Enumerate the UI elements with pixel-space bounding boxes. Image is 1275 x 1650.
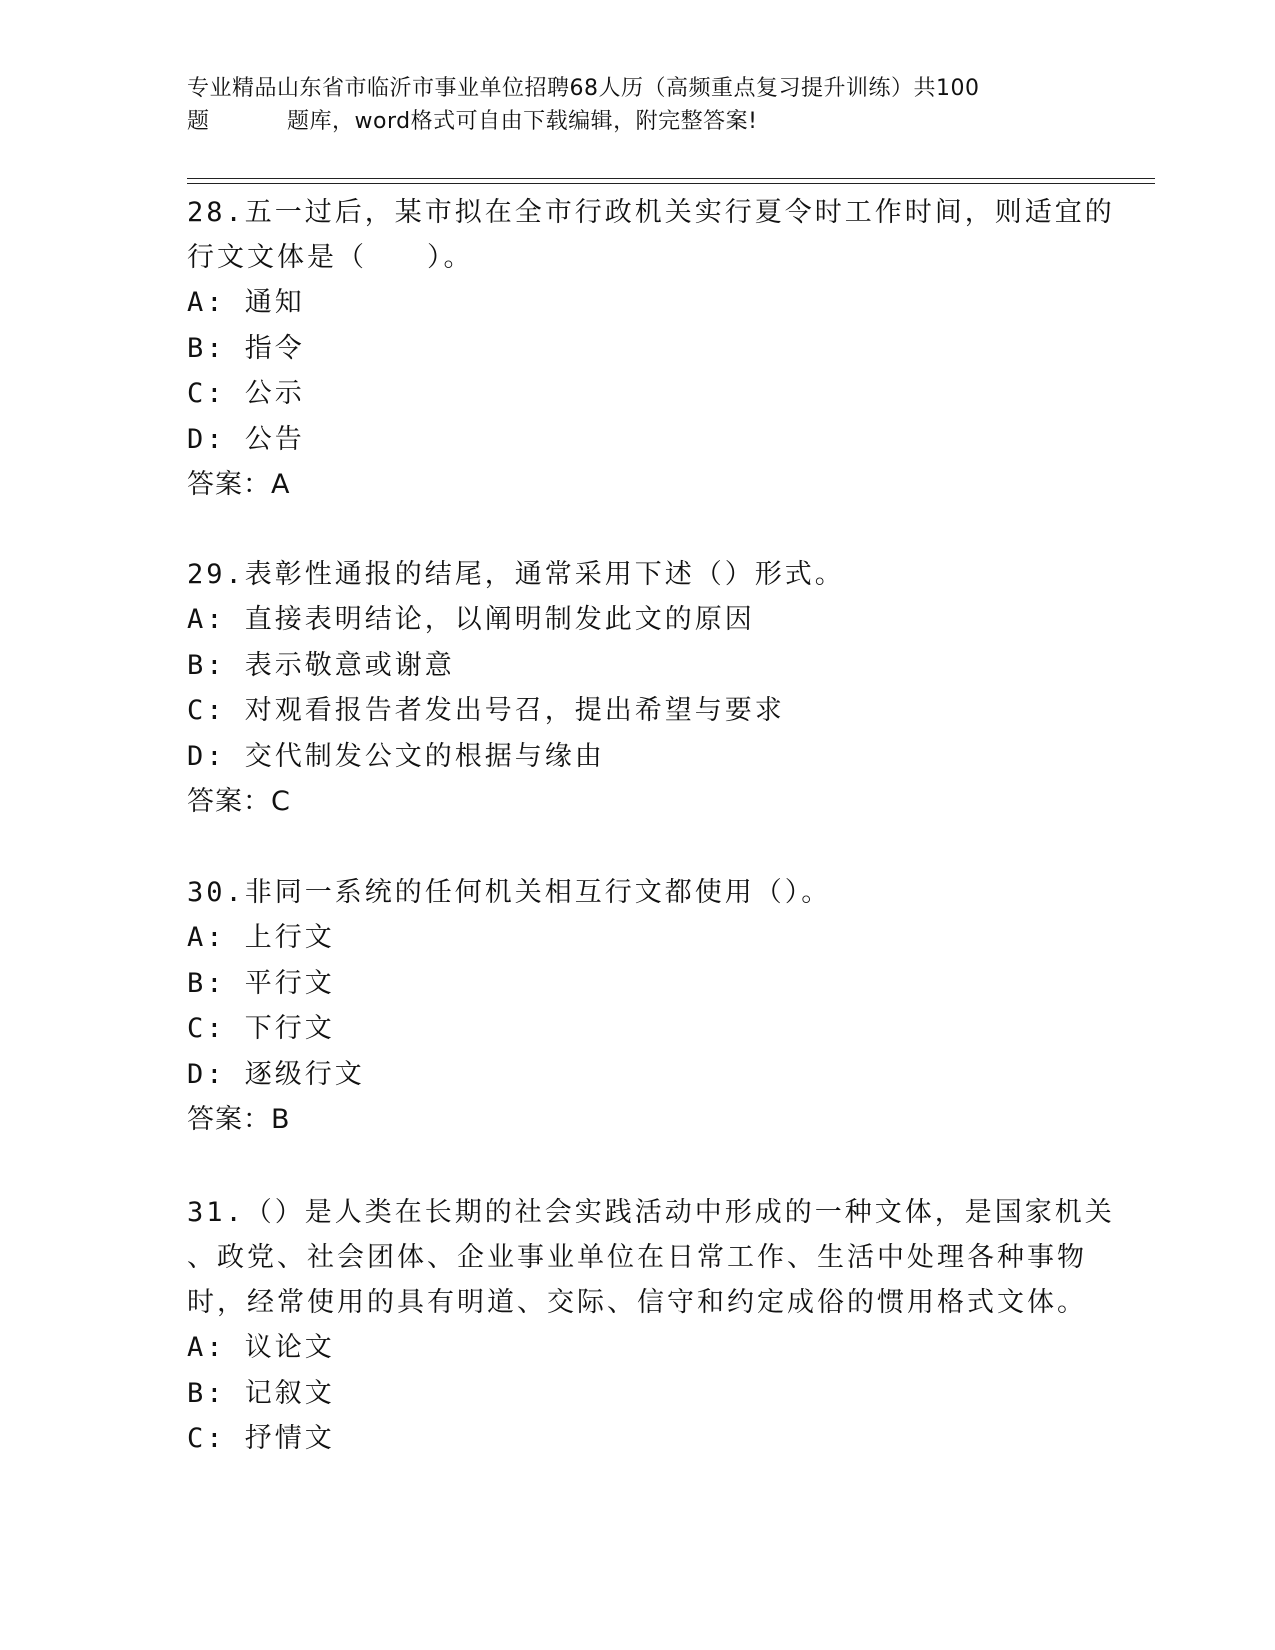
option-c: C: 下行文 bbox=[187, 1013, 335, 1044]
question-stem-line: 29.表彰性通报的结尾，通常采用下述（）形式。 bbox=[187, 559, 845, 590]
option-b: B: 记叙文 bbox=[187, 1377, 335, 1409]
answer-line: 答案：C bbox=[187, 786, 291, 817]
option-b: B: 指令 bbox=[187, 332, 305, 364]
question-stem-line: 时，经常使用的具有明道、交际、信守和约定成俗的惯用格式文体。 bbox=[187, 1287, 1087, 1318]
header-rule-bottom bbox=[187, 183, 1155, 184]
option-d: D: 交代制发公文的根据与缘由 bbox=[187, 740, 605, 772]
option-c: C: 公示 bbox=[187, 378, 305, 409]
header-title-line2-text: 题库，word格式可自由下载编辑，附完整答案! bbox=[287, 109, 758, 134]
page-header bbox=[187, 72, 1087, 138]
option-a: A: 议论文 bbox=[187, 1332, 335, 1363]
question-stem-line: 、政党、社会团体、企业事业单位在日常工作、生活中处理各种事物 bbox=[187, 1242, 1087, 1273]
question-stem-line: 行文文体是（ ）。 bbox=[187, 242, 474, 273]
option-d: D: 公告 bbox=[187, 423, 305, 455]
header-title-line2-prefix: 题 bbox=[187, 109, 210, 134]
answer-line: 答案：B bbox=[187, 1104, 291, 1135]
option-b: B: 表示敬意或谢意 bbox=[187, 649, 455, 681]
question-stem-line: 30.非同一系统的任何机关相互行文都使用（）。 bbox=[187, 877, 832, 908]
option-c: C: 抒情文 bbox=[187, 1423, 335, 1454]
option-d: D: 逐级行文 bbox=[187, 1058, 365, 1090]
question-28 bbox=[187, 190, 1115, 507]
header-rule-top bbox=[187, 178, 1155, 179]
answer-line: 答案：A bbox=[187, 469, 291, 500]
header-title-line1: 专业精品山东省市临沂市事业单位招聘68人历（高频重点复习提升训练）共100 bbox=[187, 76, 980, 101]
question-31 bbox=[187, 1190, 1115, 1462]
option-c: C: 对观看报告者发出号召，提出希望与要求 bbox=[187, 695, 785, 726]
question-stem-line: 31.（）是人类在长期的社会实践活动中形成的一种文体，是国家机关 bbox=[187, 1197, 1115, 1228]
option-a: A: 上行文 bbox=[187, 922, 335, 953]
option-b: B: 平行文 bbox=[187, 967, 335, 999]
question-29 bbox=[187, 552, 1087, 824]
option-a: A: 直接表明结论，以阐明制发此文的原因 bbox=[187, 604, 755, 635]
question-30 bbox=[187, 870, 1087, 1142]
option-a: A: 通知 bbox=[187, 287, 305, 318]
question-stem-line: 28.五一过后，某市拟在全市行政机关实行夏令时工作时间，则适宜的 bbox=[187, 197, 1115, 228]
header-title-line2 bbox=[187, 105, 1087, 138]
